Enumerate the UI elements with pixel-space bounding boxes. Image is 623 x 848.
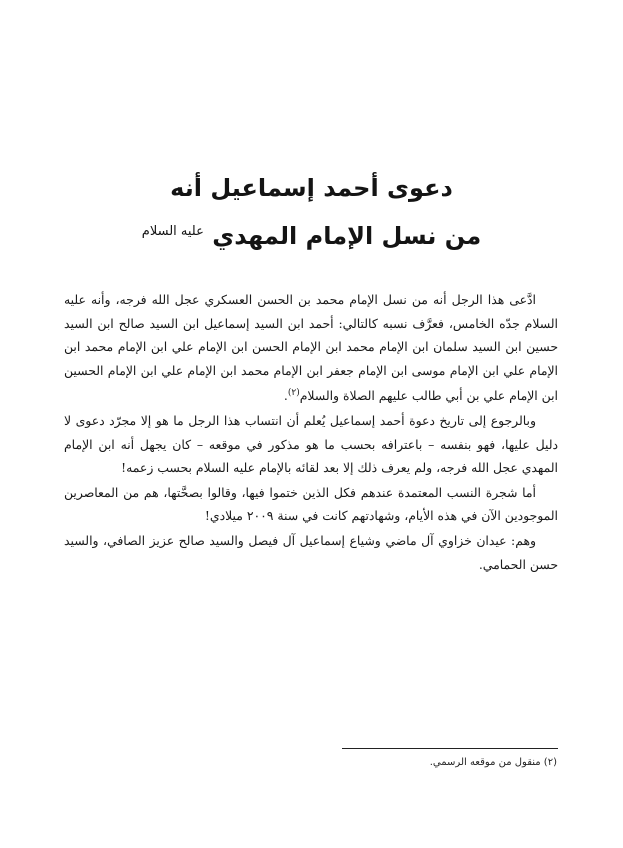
body-text <box>64 288 558 576</box>
title-line-2 <box>0 210 623 258</box>
footnote-divider <box>342 748 558 749</box>
footnote-reference[interactable]: (٢) <box>287 388 300 399</box>
paragraph-end: . <box>283 388 288 404</box>
paragraph-4: وهم: عيدان خزاوي آل ماضي وشياع إسماعيل آل فيصل والسيد صالح عزيز الصافي، والسيد حسن الحمامي. <box>64 533 558 572</box>
title-line-1: دعوى أحمد إسماعيل أنه <box>170 174 453 202</box>
honorific-mark: عليه السلام <box>141 224 204 239</box>
footnote: (٢) منقول من موقعه الرسمي. <box>429 757 557 768</box>
paragraph-1 <box>64 288 558 408</box>
title-line-2-text: من نسل الإمام المهدي <box>212 222 482 250</box>
paragraph-2: وبالرجوع إلى تاريخ دعوة أحمد إسماعيل يُعلم أن انتساب هذا الرجل ما هو إلا مجرّد دعوى لا دليل عليها، فهو بنفسه – باعترافه بحسب ما هو مذكور في موقعه – كان يجهل أنه ابن الإمام المهدي عجل الله فرجه، ولم يعرف ذلك إلا بعد لقائه بالإمام عليه السلام بحسب زعمه! <box>64 413 558 476</box>
chapter-title <box>0 166 623 258</box>
paragraph-text: ادَّعى هذا الرجل أنه من نسل الإمام محمد بن الحسن العسكري عجل الله فرجه، وأنه عليه السلام جدّه الخامس، فعرَّف نسبه كالتالي: أحمد ابن السيد إسماعيل ابن السيد صالح ابن السيد حسين ابن السيد سلمان ابن الإمام محمد ابن الإمام الحسن ابن الإمام علي ابن الإمام محمد ابن الإمام علي ابن الإمام موسى ابن الإمام جعفر ابن الإمام محمد ابن الإمام علي ابن الإمام الحسين ابن الإمام علي بن أبي طالب عليهم الصلاة والسلام <box>64 292 558 404</box>
paragraph-3: أما شجرة النسب المعتمدة عندهم فكل الذين ختموا فيها، وقالوا بصحَّتها، هم من المعاصرين الموجودين الآن في هذه الأيام، وشهادتهم كانت في سنة ٢٠٠٩ ميلادي! <box>64 484 558 524</box>
